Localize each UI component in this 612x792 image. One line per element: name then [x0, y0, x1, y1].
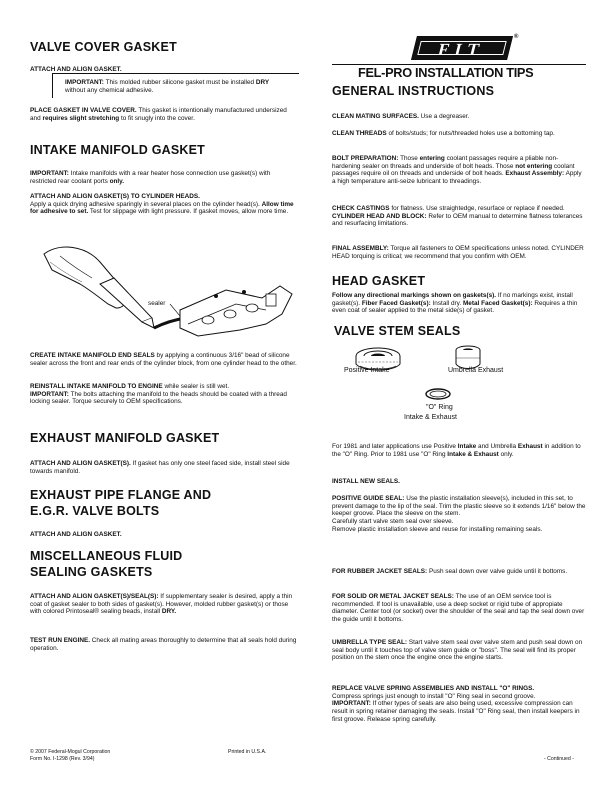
label-umbrella-exhaust: Umbrella Exhaust: [448, 367, 504, 374]
misc-test-run: TEST RUN ENGINE. Check all mating areas thoroughly to determine that all seals hold during operation.: [30, 637, 297, 652]
valve-stem-intro: For 1981 and later applications use Positive Intake and Umbrella Exhaust in addition to the "O" Ring. Prior to 1981 use "O" Ring Intake & Exhaust only.: [332, 443, 581, 458]
valve-stem-install: INSTALL NEW SEALS.: [332, 478, 400, 485]
general-clean: CLEAN MATING SURFACES. Use a degreaser.: [332, 113, 470, 120]
valve-cover-important: IMPORTANT: This molded rubber silicone gasket must be installed DRY without any chemical adhesive.: [65, 79, 270, 94]
intake-attach: ATTACH AND ALIGN GASKET(S) TO CYLINDER HEADS. Apply a quick drying adhesive sparingly in several places on the cylinder head(s). Allow time for adhesive to set. Test for slippage with light pressure. If gasket moves, allow more time.: [30, 193, 294, 216]
fit-logo: [411, 36, 513, 60]
head-gasket-heading: HEAD GASKET: [332, 274, 426, 288]
valve-stem-umbrella: UMBRELLA TYPE SEAL: Start valve stem seal over valve stem and push seal down on seal body until it touches top of valve stem guide or "boss". The seal will find its proper position on the stem once the engine once the engine starts.: [332, 639, 583, 662]
intake-heading: INTAKE MANIFOLD GASKET: [30, 143, 205, 157]
valve-stem-replace: REPLACE VALVE SPRING ASSEMBLIES AND INSTALL "O" RINGS. Compress springs just enough to install "O" Ring seal in second groove. IMPORTANT: If other types of seals are also being used, excessive compression can result in spring retainer damaging the seals. Install "O" Ring seal, then install keepers in first groove. Release spring carefully.: [332, 685, 580, 723]
valve-stem-heading: VALVE STEM SEALS: [334, 324, 461, 338]
footer-form: Form No. I-1298 (Rev. 3/94): [30, 756, 95, 762]
misc-attach: ATTACH AND ALIGN GASKET(S)/SEAL(S): If supplementary sealer is desired, apply a thin coat of gasket sealer to both sides of gasket(s). However, molded rubber gasket(s) or those with colored Printoseal® sealing beads, install DRY.: [30, 593, 293, 616]
general-heading: GENERAL INSTRUCTIONS: [332, 84, 495, 98]
egr-heading-2: E.G.R. VALVE BOLTS: [30, 504, 160, 518]
label-positive-intake: Positive Intake: [344, 367, 390, 374]
valve-stem-solid: FOR SOLID OR METAL JACKET SEALS: The use of an OEM service tool is recommended. If tool is unavailable, use a deep socket or rigid tube of appropiate diameter. Center tool (or socket) over the shoulder of the seal and tap the seal down over the guide until it bottoms.: [332, 593, 585, 624]
sealer-callout: sealer: [148, 300, 166, 307]
egr-attach: ATTACH AND ALIGN GASKET.: [30, 531, 122, 538]
misc-heading-1: MISCELLANEOUS FLUID: [30, 549, 183, 563]
general-final-assembly: FINAL ASSEMBLY: Torque all fasteners to OEM specifications unless noted. CYLINDER HEAD torquing is critical; we recommend that you confirm with OEM.: [332, 245, 584, 260]
valve-cover-attach: ATTACH AND ALIGN GASKET.: [30, 66, 122, 73]
valve-stem-positive: POSITIVE GUIDE SEAL: Use the plastic installation sleeve(s), included in this set, to prevent damage to the lip of the seal. Trim the plastic sleeve so it extends 1/16" below the keeper groove. Place the sleeve on the stem. Carefully start valve stem seal over sleeve. Remove plastic installation sleeve and reuse for installing remaining seals.: [332, 495, 586, 533]
valve-cover-place: PLACE GASKET IN VALVE COVER. This gasket is intentionally manufactured undersized and requires slight stretching to fit snugly into the cover.: [30, 107, 287, 122]
registered-mark-icon: ®: [514, 34, 519, 40]
continued-label: - Continued -: [544, 756, 574, 762]
intake-important: IMPORTANT: Intake manifolds with a rear heater hose connection use gasket(s) with restricted rear coolant ports only.: [30, 170, 271, 185]
label-o-ring-intake-exhaust: Intake & Exhaust: [404, 414, 457, 421]
valve-seal-illustrations: [332, 340, 586, 410]
logo-rule: [332, 64, 586, 65]
brand-title: FEL-PRO INSTALLATION TIPS: [358, 66, 534, 80]
intake-sealer-illustration: [30, 238, 298, 348]
label-o-ring: "O" Ring: [426, 404, 453, 411]
misc-heading-2: SEALING GASKETS: [30, 565, 153, 579]
general-threads: CLEAN THREADS of bolts/studs; for nuts/threaded holes use a bottoming tap.: [332, 130, 555, 137]
valve-stem-rubber: FOR RUBBER JACKET SEALS: Push seal down over valve guide until it bottoms.: [332, 568, 568, 575]
fit-logo-text: FIT: [417, 41, 506, 55]
exhaust-attach: ATTACH AND ALIGN GASKET(S). If gasket has only one steel faced side, install steel side towards manifold.: [30, 460, 290, 475]
footer-printed: Printed in U.S.A.: [228, 749, 267, 755]
general-check-castings: CHECK CASTINGS for flatness. Use straightedge, resurface or replace if needed. CYLINDER HEAD AND BLOCK: Refer to OEM manual to determine flatness tolerances and resurfacing limitations.: [332, 205, 583, 228]
egr-heading-1: EXHAUST PIPE FLANGE AND: [30, 488, 212, 502]
general-bolt-prep: BOLT PREPARATION: Those entering coolant passages require a pliable non-hardening sealer on threads and underside of bolt heads. Those not entering coolant passages require oil on threads and underside of bolt heads. Exhaust Assembly: Apply a high temperature anti-seize lubricant to threadings.: [332, 155, 582, 186]
o-ring-seal-icon: [426, 389, 450, 399]
exhaust-heading: EXHAUST MANIFOLD GASKET: [30, 431, 220, 445]
intake-reinstall: REINSTALL INTAKE MANIFOLD TO ENGINE while sealer is still wet. IMPORTANT: The bolts attaching the manifold to the heads should be coated with a thread locking sealer. Torque securely to OEM specifications.: [30, 383, 287, 406]
valve-cover-heading: VALVE COVER GASKET: [30, 40, 177, 54]
intake-end-seals: CREATE INTAKE MANIFOLD END SEALS by applying a continuous 3/16" bead of silicone sealer across the front and rear ends of the cylinder block, from one cylinder head to the other.: [30, 352, 297, 367]
footer-copyright: © 2007 Federal-Mogul Corporation: [30, 749, 111, 755]
umbrella-exhaust-seal-icon: [456, 346, 480, 369]
head-gasket-text: Follow any directional markings shown on gaskets(s). If no markings exist, install gasket(s). Fiber Faced Gasket(s): Install dry. Metal Faced Gasket(s): Requires a thin even coat of sealer applied to the metal side(s) of gasket.: [332, 292, 578, 315]
